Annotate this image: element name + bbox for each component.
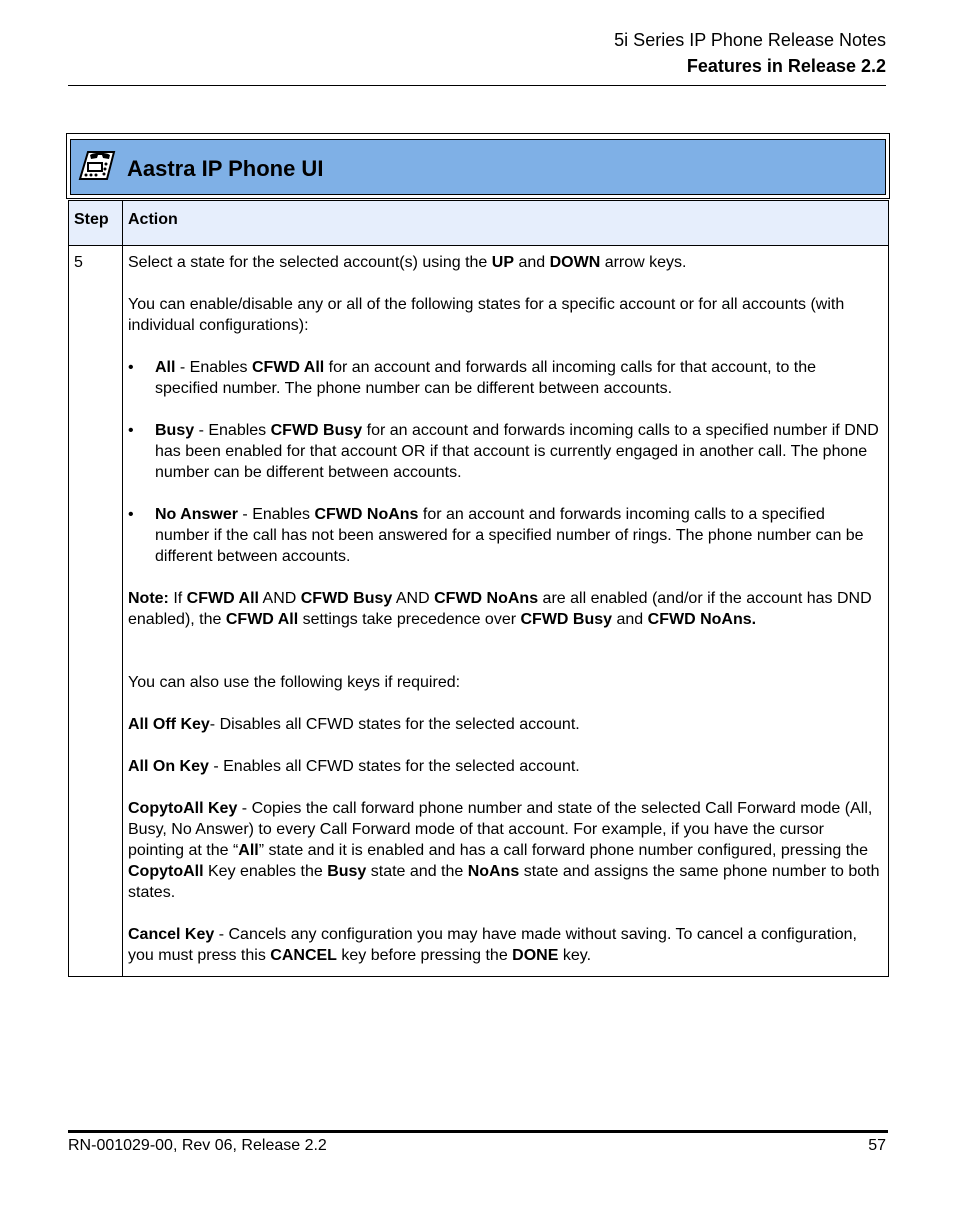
header-section-title: Features in Release 2.2 (686, 56, 886, 76)
list-item-busy: • Busy - Enables CFWD Busy for an account and forwards incoming calls to a specified number if DND has been enabled for that account OR if that account is currently engaged in another call. The phone number can be different between accounts. (128, 422, 879, 481)
bullet-marker: • (128, 422, 134, 439)
all-on-key-paragraph: All On Key - Enables all CFWD states for the selected account. (128, 758, 580, 775)
procedure-title: Aastra IP Phone UI (127, 156, 324, 181)
note-paragraph: Note: If CFWD All AND CFWD Busy AND CFWD NoAns are all enabled (and/or if the account has DND enabled), the CFWD All settings take precedence over CFWD Busy and CFWD NoAns. (128, 590, 872, 628)
footer-doc-id: RN-001029-00, Rev 06, Release 2.2 (68, 1137, 327, 1154)
header-divider (68, 85, 886, 86)
table-header-row (69, 201, 889, 246)
header-doc-title: 5i Series IP Phone Release Notes (614, 30, 886, 50)
copytoall-key-paragraph: CopytoAll Key - Copies the call forward phone number and state of the selected Call Forward mode (All, Busy, No Answer) to every Call Forward mode of that account. For example, if you have the cursor pointing at the “All” state and it is enabled and has a call forward phone number configured, pressing the CopytoAll Key enables the Busy state and the NoAns state and assigns the same phone number to both states. (128, 800, 880, 901)
footer-divider (68, 1130, 888, 1133)
list-item-no-answer: • No Answer - Enables CFWD NoAns for an account and forwards incoming calls to a specified number if the call has not been answered for a specified number of rings. The phone number can be different between accounts. (128, 506, 864, 565)
all-off-key-paragraph: All Off Key- Disables all CFWD states for the selected account. (128, 716, 580, 733)
action-paragraph-states-intro: You can enable/disable any or all of the following states for a specific account or for all accounts (with individual configurations): (128, 296, 845, 334)
procedure-title-box (66, 133, 890, 199)
bullet-marker: • (128, 506, 134, 523)
column-header-action: Action (123, 201, 889, 246)
list-item-all: • All - Enables CFWD All for an account and forwards all incoming calls for that account, to the specified number. The phone number can be different between accounts. (128, 359, 817, 397)
table-row (69, 246, 889, 977)
cancel-key-paragraph: Cancel Key - Cancels any configuration you may have made without saving. To cancel a configuration, you must press this CANCEL key before pressing the DONE key. (128, 926, 857, 964)
procedure-title-bar (70, 139, 886, 195)
column-header-step: Step (69, 201, 123, 246)
page-number: 57 (868, 1137, 886, 1154)
keys-intro-paragraph: You can also use the following keys if required: (128, 674, 461, 691)
action-paragraph-select-state: Select a state for the selected account(s) using the UP and DOWN arrow keys. (128, 254, 687, 271)
step-number: 5 (69, 246, 123, 977)
phone-icon (76, 149, 116, 183)
procedure-steps-table (68, 200, 889, 977)
step-action (123, 246, 889, 977)
bullet-marker: • (128, 359, 134, 376)
